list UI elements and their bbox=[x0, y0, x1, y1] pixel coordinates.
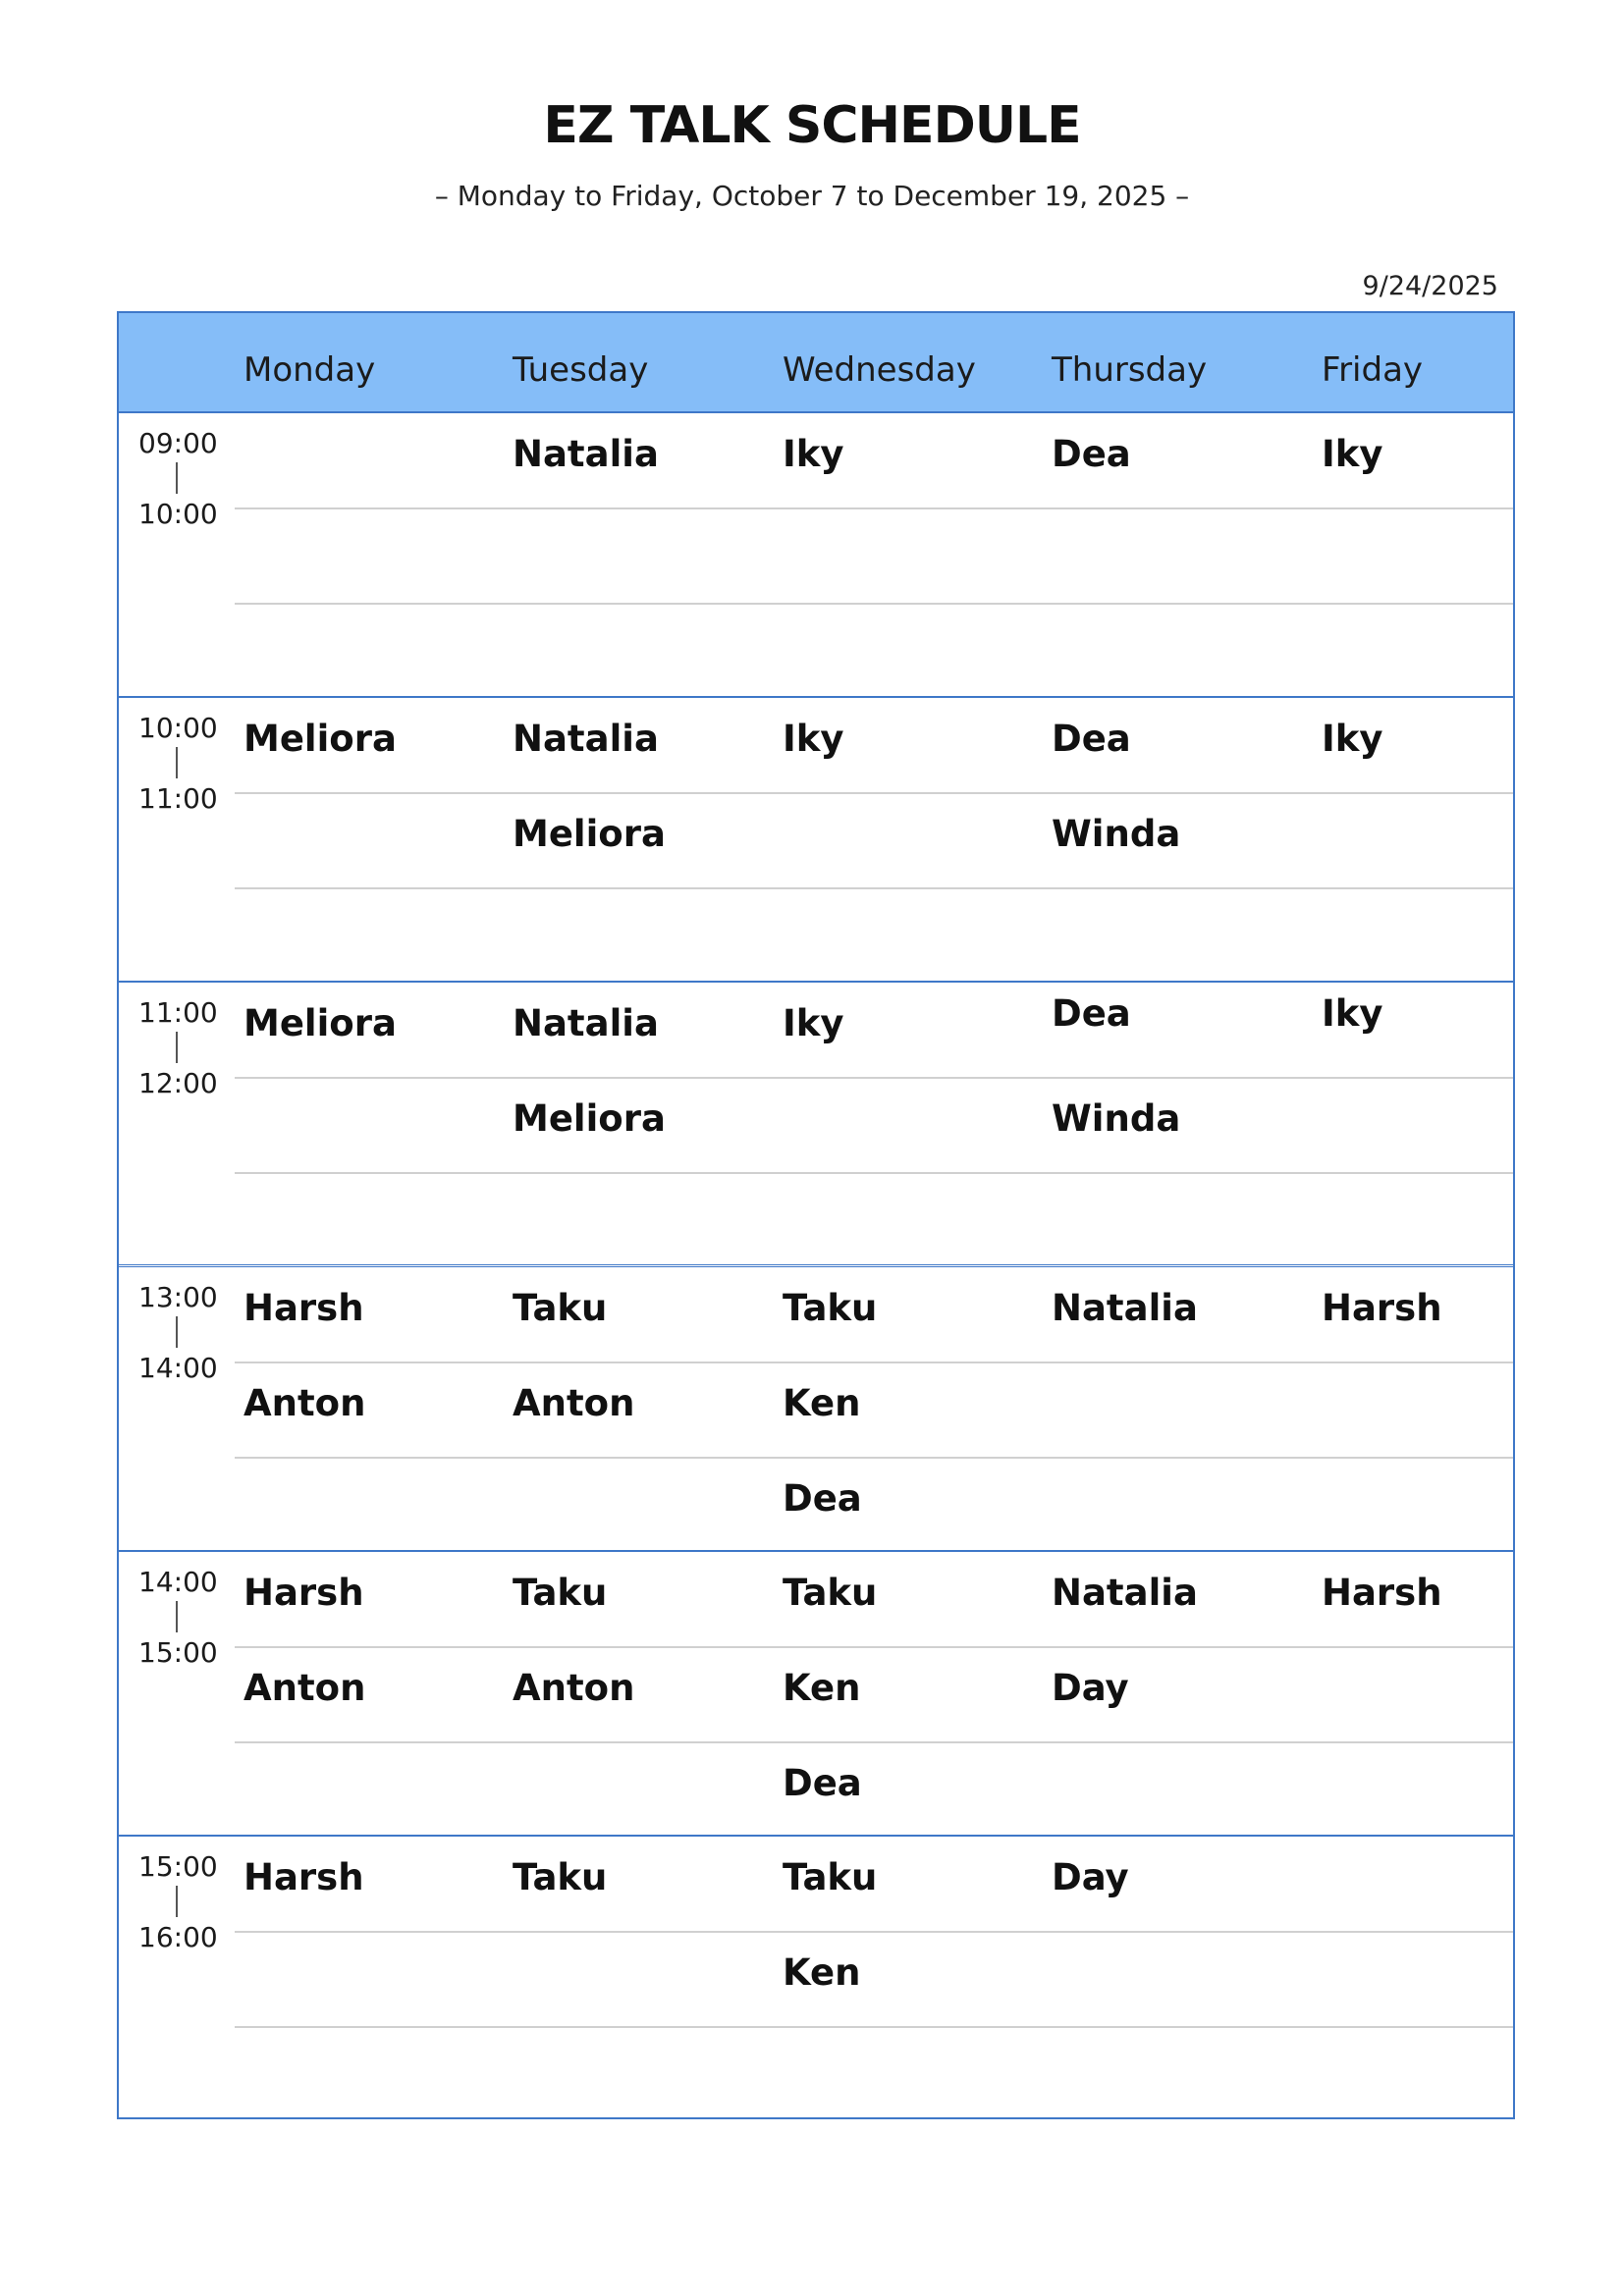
schedule-entry: Anton bbox=[513, 1382, 635, 1424]
time-start: 13:00 bbox=[138, 1281, 218, 1313]
schedule-entry: Meliora bbox=[244, 1002, 397, 1044]
schedule-entry: Natalia bbox=[513, 433, 659, 475]
schedule-entry: Ken bbox=[783, 1382, 861, 1424]
schedule-table bbox=[117, 311, 1515, 2119]
row-divider bbox=[235, 792, 1513, 794]
time-start: 09:00 bbox=[138, 427, 218, 459]
day-header-wednesday: Wednesday bbox=[783, 350, 976, 390]
time-block bbox=[119, 1267, 1513, 1552]
row-divider bbox=[235, 887, 1513, 889]
schedule-entry: Winda bbox=[1052, 813, 1181, 855]
day-header-thursday: Thursday bbox=[1052, 350, 1208, 390]
schedule-entry: Meliora bbox=[513, 1097, 666, 1140]
time-block bbox=[119, 983, 1513, 1267]
time-separator bbox=[176, 1032, 178, 1063]
time-separator bbox=[176, 1316, 178, 1348]
schedule-entry: Harsh bbox=[244, 1287, 364, 1329]
schedule-entry: Day bbox=[1052, 1667, 1129, 1709]
schedule-entry: Harsh bbox=[244, 1856, 364, 1898]
row-divider bbox=[235, 1457, 1513, 1459]
schedule-entry: Taku bbox=[513, 1572, 608, 1614]
row-divider bbox=[235, 1931, 1513, 1933]
day-header-tuesday: Tuesday bbox=[513, 350, 649, 390]
time-block bbox=[119, 1837, 1513, 2121]
schedule-entry: Meliora bbox=[513, 813, 666, 855]
schedule-entry: Harsh bbox=[244, 1572, 364, 1614]
schedule-entry: Anton bbox=[513, 1667, 635, 1709]
schedule-entry: Harsh bbox=[1322, 1572, 1442, 1614]
schedule-entry: Dea bbox=[1052, 992, 1131, 1035]
time-end: 10:00 bbox=[138, 498, 218, 530]
time-block bbox=[119, 1552, 1513, 1837]
row-divider bbox=[235, 1646, 1513, 1648]
schedule-entry: Anton bbox=[244, 1382, 366, 1424]
schedule-entry: Iky bbox=[1322, 433, 1383, 475]
schedule-entry: Dea bbox=[1052, 433, 1131, 475]
schedule-entry: Natalia bbox=[1052, 1287, 1198, 1329]
schedule-entry: Winda bbox=[1052, 1097, 1181, 1140]
time-separator bbox=[176, 462, 178, 494]
time-separator bbox=[176, 1601, 178, 1632]
row-divider bbox=[235, 2026, 1513, 2028]
day-header-friday: Friday bbox=[1322, 350, 1424, 390]
schedule-entry: Iky bbox=[783, 718, 844, 760]
schedule-entry: Dea bbox=[783, 1762, 862, 1804]
time-separator bbox=[176, 1886, 178, 1917]
time-end: 16:00 bbox=[138, 1921, 218, 1953]
schedule-date: 9/24/2025 bbox=[1362, 271, 1498, 301]
schedule-entry: Dea bbox=[783, 1477, 862, 1520]
table-header bbox=[119, 313, 1513, 413]
schedule-entry: Taku bbox=[783, 1572, 878, 1614]
schedule-entry: Taku bbox=[513, 1287, 608, 1329]
row-divider bbox=[235, 1172, 1513, 1174]
day-header-monday: Monday bbox=[244, 350, 376, 390]
time-start: 15:00 bbox=[138, 1850, 218, 1883]
schedule-entry: Taku bbox=[513, 1856, 608, 1898]
schedule-entry: Natalia bbox=[513, 1002, 659, 1044]
schedule-entry: Day bbox=[1052, 1856, 1129, 1898]
time-start: 11:00 bbox=[138, 996, 218, 1029]
page-title: EZ TALK SCHEDULE bbox=[543, 96, 1081, 155]
row-divider bbox=[235, 1077, 1513, 1079]
schedule-entry: Natalia bbox=[1052, 1572, 1198, 1614]
schedule-entry: Harsh bbox=[1322, 1287, 1442, 1329]
schedule-entry: Meliora bbox=[244, 718, 397, 760]
schedule-entry: Taku bbox=[783, 1287, 878, 1329]
time-start: 10:00 bbox=[138, 712, 218, 744]
page-subtitle: – Monday to Friday, October 7 to December 19, 2025 – bbox=[434, 180, 1190, 212]
time-end: 11:00 bbox=[138, 782, 218, 815]
schedule-entry: Ken bbox=[783, 1951, 861, 1994]
schedule-entry: Natalia bbox=[513, 718, 659, 760]
schedule-entry: Iky bbox=[783, 1002, 844, 1044]
schedule-entry: Iky bbox=[783, 433, 844, 475]
schedule-entry: Iky bbox=[1322, 718, 1383, 760]
row-divider bbox=[235, 507, 1513, 509]
row-divider bbox=[235, 1362, 1513, 1363]
row-divider bbox=[235, 603, 1513, 605]
time-block bbox=[119, 698, 1513, 983]
schedule-entry: Dea bbox=[1052, 718, 1131, 760]
schedule-entry: Taku bbox=[783, 1856, 878, 1898]
time-end: 15:00 bbox=[138, 1636, 218, 1669]
row-divider bbox=[235, 1741, 1513, 1743]
schedule-entry: Anton bbox=[244, 1667, 366, 1709]
time-start: 14:00 bbox=[138, 1566, 218, 1598]
time-block bbox=[119, 413, 1513, 698]
time-end: 12:00 bbox=[138, 1067, 218, 1099]
time-end: 14:00 bbox=[138, 1352, 218, 1384]
schedule-entry: Iky bbox=[1322, 992, 1383, 1035]
schedule-entry: Ken bbox=[783, 1667, 861, 1709]
time-separator bbox=[176, 747, 178, 778]
